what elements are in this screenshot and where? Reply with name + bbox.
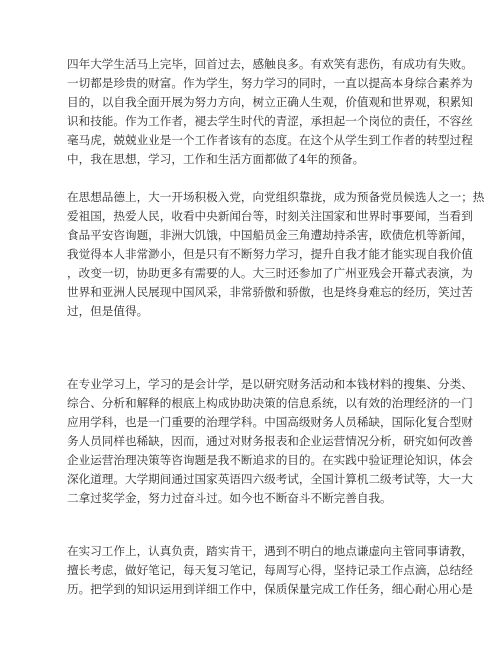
- paragraph-intro: [67, 55, 473, 169]
- paragraph-study: [67, 375, 473, 508]
- text-line: ，改变一切，协助更多有需要的人。大三时还参加了广州亚残会开幕式表演，为: [67, 266, 473, 280]
- text-line: 擅长考虑，做好笔记，每天复习笔记，每周写心得，坚持记录工作点滴，总结经: [67, 563, 473, 577]
- text-line: 四年大学生活马上完毕，回首过去，感触良多。有欢笑有悲伤，有成功有失败。: [67, 57, 473, 71]
- text-line: 二拿过奖学金，努力过奋斗过。如今也不断奋斗不断完善自我。: [67, 491, 392, 505]
- text-line: 在实习工作上，认真负责，踏实肯干，遇到不明白的地点谦虚向主管同事请教，: [67, 544, 473, 558]
- text-line: 深化道理。大学期间通过国家英语四六级考试，全国计算机二级考试等，大一大: [67, 472, 473, 486]
- text-line: 一切都是珍贵的财富。作为学生，努力学习的同时，一直以提高本身综合素养为: [67, 76, 473, 90]
- text-line: 应用学科，也是一门重要的治理学科。中国高级财务人员稀缺，国际化复合型财: [67, 415, 473, 429]
- text-line: 在思想品德上，大一开场积极入党，向党组织靠拢，成为预备党员候选人之一；热: [67, 190, 485, 204]
- paragraph-ideology: [67, 188, 485, 321]
- text-line: 过，但是值得。: [67, 304, 149, 318]
- text-line: 目的，以自我全面开展为努力方向，树立正确人生观，价值观和世界观，积累知: [67, 95, 473, 109]
- text-line: 企业运营治理决策等咨询题是我不断追求的目的。在实践中验证理论知识，体会: [67, 453, 473, 467]
- text-line: 历。把学到的知识运用到详细工作中，保质保量完成工作任务，细心耐心用心是: [67, 582, 473, 596]
- text-line: 综合、分析和解释的根底上构成协助决策的信息系统，以有效的治理经济的一门: [67, 396, 473, 410]
- text-line: 中，我在思想，学习，工作和生活方面都做了4年的预备。: [67, 152, 365, 166]
- text-line: 爱祖国，热爱人民，收看中央新闻台等，时刻关注国家和世界时事要闻，当看到: [67, 209, 473, 223]
- text-line: 食品平安咨询题，非洲大饥饿，中国船员金三角遭劫持杀害，欧债危机等新闻，: [67, 228, 473, 242]
- text-line: 世界和亚洲人民展现中国风采，非常骄傲和骄傲，也是终身难忘的经历，笑过苦: [67, 285, 473, 299]
- text-line: 毫马虎，兢兢业业是一个工作者该有的态度。在这个从学生到工作者的转型过程: [67, 133, 473, 147]
- text-line: 识和技能。作为工作者，褪去学生时代的青涩，承担起一个岗位的责任，不容丝: [67, 114, 473, 128]
- paragraph-internship: [67, 542, 473, 599]
- text-line: 我觉得本人非常渺小，但是只有不断努力学习，提升自我才能才能实现自我价值: [67, 247, 473, 261]
- text-line: 在专业学习上，学习的是会计学，是以研究财务活动和本钱材料的搜集、分类、: [67, 377, 473, 391]
- text-line: 务人员同样也稀缺，因而，通过对财务报表和企业运营情况分析，研究如何改善: [67, 434, 473, 448]
